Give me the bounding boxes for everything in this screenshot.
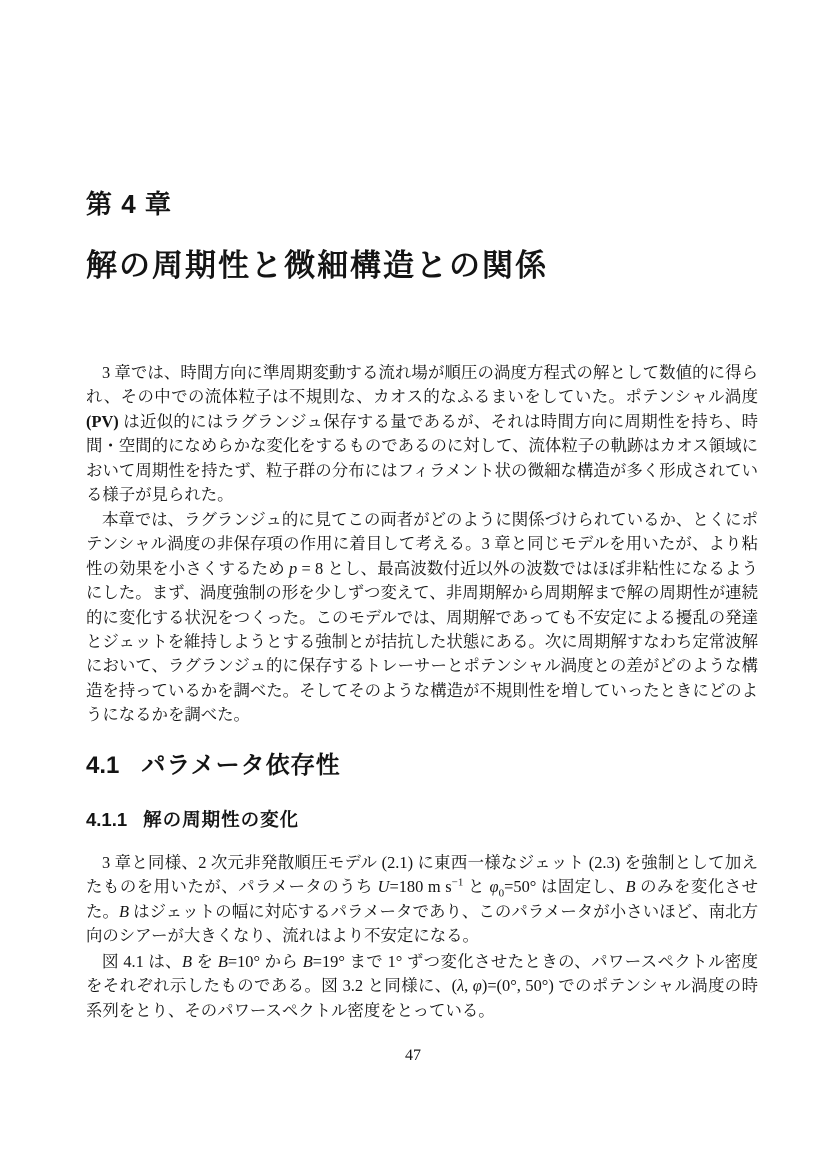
section-heading <box>86 752 341 781</box>
chapter-number-label: 第 4 章 <box>86 189 172 219</box>
section-title: パラメータ依存性 <box>141 752 341 779</box>
chapter-title: 解の周期性と微細構造との関係 <box>86 248 548 283</box>
body-paragraph-1: 3 章では、時間方向に準周期変動する流れ場が順圧の渦度方程式の解として数値的に得られ、その中での流体粒子は不規則な、カオス的なふるまいをしていた。ポテンシャル渦度(PV) は近似的にはラグランジュ保存する量であるが、それは時間方向に周期性を持ち、時間・空間的になめらかな変化をするものであるのに対して、流体粒子の軌跡はカオス領域において周期性を持たず、粒子群の分布にはフィラメント状の微細な構造が多く形成されている様子が見られた。 <box>86 363 758 505</box>
subsection-number: 4.1.1 <box>86 809 128 830</box>
body-paragraph-4: 図 4.1 は、B を B=10° から B=19° まで 1° ずつ変化させたときの、パワースペクトル密度をそれぞれ示したものである。図 3.2 と同様に、(λ, φ)=(0°, 50°) でのポテンシャル渦度の時系列をとり、そのパワースペクトル密度をとっている。 <box>86 952 758 1020</box>
subsection-heading <box>86 809 299 831</box>
section-number: 4.1 <box>86 752 120 779</box>
body-paragraph-2: 本章では、ラグランジュ的に見てこの両者がどのように関係づけられているか、とくにポテンシャル渦度の非保存項の作用に着目して考える。3 章と同じモデルを用いたが、より粘性の効果を小さくするため p = 8 とし、最高波数付近以外の波数ではほぼ非粘性になるようにした。まず、渦度強制の形を少しずつ変えて、非周期解から周期解まで解の周期性が連続的に変化する状況をつくった。このモデルでは、周期解であっても不安定による擾乱の発達とジェットを維持しようとする強制とが拮抗した状態にある。次に周期解すなわち定常波解において、ラグランジュ的に保存するトレーサーとポテンシャル渦度との差がどのような構造を持っているかを調べた。そしてそのような構造が不規則性を増していったときにどのようになるかを調べた。 <box>86 510 759 725</box>
subsection-title: 解の周期性の変化 <box>143 809 300 830</box>
body-paragraph-3: 3 章と同様、2 次元非発散順圧モデル (2.1) に東西一様なジェット (2.3) を強制として加えたものを用いたが、パラメータのうち U=180 m $s^{-1}$ と $\varphi_0=50^\circ$ は固定し、B のみを変化させた。B はジェットの幅に対応するパラメータであり、このパラメータが小さいほど、南北方向のシアーが大きくなり、流れはより不安定になる。 <box>86 853 758 946</box>
page-number: 47 <box>405 1047 421 1064</box>
